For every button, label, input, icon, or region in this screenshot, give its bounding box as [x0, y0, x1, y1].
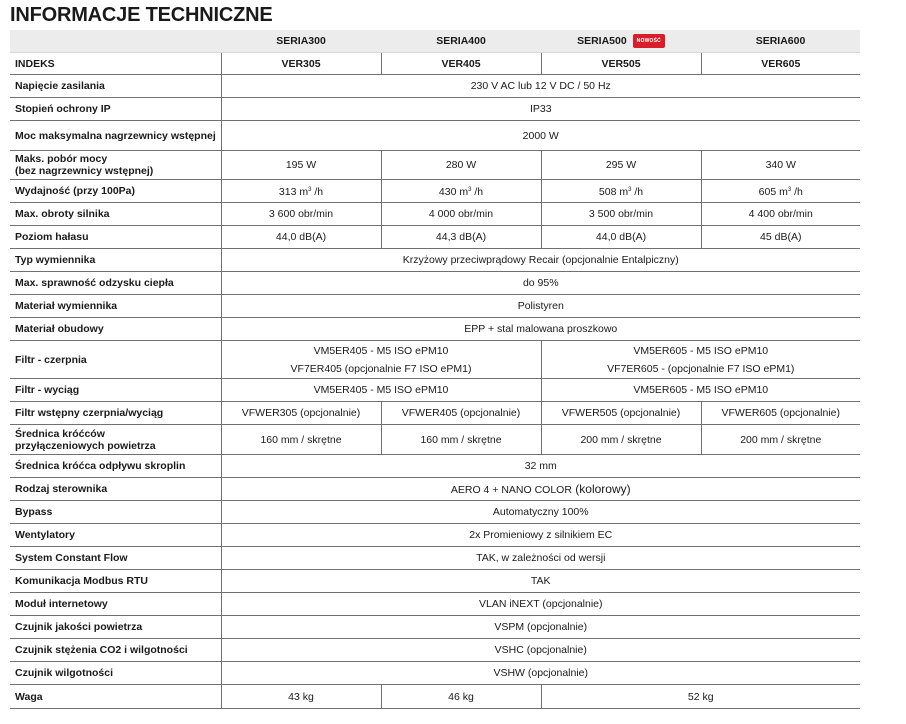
unit-sup: 3 [628, 187, 632, 193]
table-row [10, 425, 860, 455]
row-label: Moc maksymalna nagrzewnicy wstępnej [10, 121, 221, 151]
row-value [221, 180, 381, 203]
row-value: VSPM (opcjonalnie) [221, 616, 860, 639]
new-badge: NOWOŚĆ [633, 34, 665, 48]
row-value: VLAN iNEXT (opcjonalnie) [221, 593, 860, 616]
row-value: IP33 [221, 98, 860, 121]
row-value: 4 400 obr/min [701, 203, 860, 226]
row-value: 230 V AC lub 12 V DC / 50 Hz [221, 75, 860, 98]
row-label: Czujnik wilgotności [10, 662, 221, 685]
series-header-empty [10, 30, 221, 53]
model-ver605: VER605 [701, 53, 860, 75]
row-label: Typ wymiennika [10, 249, 221, 272]
row-value: VFWER405 (opcjonalnie) [381, 402, 541, 425]
row-label: Poziom hałasu [10, 226, 221, 249]
series-500 [541, 30, 701, 53]
table-row [10, 379, 860, 402]
row-label: Średnica króćca odpływu skroplin [10, 455, 221, 478]
row-value: VFWER605 (opcjonalnie) [701, 402, 860, 425]
row-label-line: Maks. pobór mocy [15, 153, 108, 165]
row-value: 280 W [381, 151, 541, 180]
row-value [221, 341, 541, 379]
row-label: Czujnik jakości powietrza [10, 616, 221, 639]
table-row [10, 318, 860, 341]
row-label: System Constant Flow [10, 547, 221, 570]
table-row [10, 501, 860, 524]
row-label: Materiał wymiennika [10, 295, 221, 318]
value-num: 313 m [278, 186, 309, 198]
row-value: 52 kg [541, 685, 860, 709]
series-600: SERIA600 [701, 30, 860, 53]
row-label: Rodzaj sterownika [10, 478, 221, 501]
table-row [10, 402, 860, 425]
row-label: Stopień ochrony IP [10, 98, 221, 121]
value-main: AERO 4 + NANO COLOR [450, 483, 572, 496]
table-row [10, 272, 860, 295]
value-num: 508 m [598, 186, 629, 198]
table-row [10, 341, 860, 379]
series-400: SERIA400 [381, 30, 541, 53]
row-value: Krzyżowy przeciwprądowy Recair (opcjonalnie Entalpiczny) [221, 249, 860, 272]
row-value: 2x Promieniowy z silnikiem EC [221, 524, 860, 547]
series-300: SERIA300 [221, 30, 381, 53]
row-label: Wydajność (przy 100Pa) [10, 180, 221, 203]
series-500-label: SERIA500 [577, 35, 627, 47]
model-ver305: VER305 [221, 53, 381, 75]
row-label: Filtr - wyciąg [10, 379, 221, 402]
table-row [10, 685, 860, 709]
row-label: Wentylatory [10, 524, 221, 547]
unit-sup: 3 [308, 187, 312, 193]
row-value: VFWER305 (opcjonalnie) [221, 402, 381, 425]
row-label-line: Średnica króćców [15, 427, 105, 440]
row-value: Polistyren [221, 295, 860, 318]
unit-suffix: /h [311, 186, 324, 198]
model-ver505: VER505 [541, 53, 701, 75]
table-row [10, 593, 860, 616]
row-value [221, 478, 860, 501]
page-title: INFORMACJE TECHNICZNE [10, 4, 273, 26]
row-label: Moduł internetowy [10, 593, 221, 616]
table-row [10, 570, 860, 593]
row-label: Max. obroty silnika [10, 203, 221, 226]
value-line: VM5ER605 - M5 ISO ePM10 [633, 344, 769, 357]
row-label: Filtr - czerpnia [10, 341, 221, 379]
row-label [10, 151, 221, 180]
unit-sup: 3 [468, 187, 472, 193]
series-header-row [10, 30, 860, 53]
row-value: 295 W [541, 151, 701, 180]
value-num: 605 m [758, 186, 788, 198]
unit-sup: 3 [787, 187, 792, 193]
row-label [10, 425, 221, 455]
spec-table [10, 30, 860, 709]
unit-suffix: /h [631, 186, 644, 198]
row-label-line: (bez nagrzewnicy wstępnej) [15, 165, 154, 177]
value-line: VF7ER605 - (opcjonalnie F7 ISO ePM1) [607, 362, 795, 375]
row-value [541, 341, 860, 379]
row-value [381, 180, 541, 203]
table-row [10, 180, 860, 203]
unit-suffix: /h [791, 186, 803, 198]
row-label: Waga [10, 685, 221, 709]
row-value [701, 180, 860, 203]
row-label: Max. sprawność odzysku ciepła [10, 272, 221, 295]
table-row [10, 478, 860, 501]
row-value: 44,0 dB(A) [221, 226, 381, 249]
table-row [10, 226, 860, 249]
row-value: 195 W [221, 151, 381, 180]
row-value [541, 180, 701, 203]
table-row [10, 455, 860, 478]
row-value: 3 500 obr/min [541, 203, 701, 226]
row-value: 2000 W [221, 121, 860, 151]
row-value: 43 kg [221, 685, 381, 709]
row-value: 4 000 obr/min [381, 203, 541, 226]
value-line: VM5ER405 - M5 ISO ePM10 [313, 344, 449, 357]
row-value: 160 mm / skrętne [221, 425, 381, 455]
table-row [10, 639, 860, 662]
row-value: 200 mm / skrętne [541, 425, 701, 455]
value-num: 430 m [438, 186, 469, 198]
row-value: 32 mm [221, 455, 860, 478]
row-value: VM5ER605 - M5 ISO ePM10 [541, 379, 860, 402]
table-row [10, 75, 860, 98]
row-label-line: przyłączeniowych powietrza [15, 439, 156, 452]
row-value: VSHW (opcjonalnie) [221, 662, 860, 685]
value-extra: (kolorowy) [571, 481, 631, 496]
row-value: TAK [221, 570, 860, 593]
table-row [10, 203, 860, 226]
table-row [10, 547, 860, 570]
row-value: VSHC (opcjonalnie) [221, 639, 860, 662]
table-row [10, 121, 860, 151]
row-value: 200 mm / skrętne [701, 425, 860, 455]
table-row [10, 662, 860, 685]
row-value: 45 dB(A) [701, 226, 860, 249]
row-value: VM5ER405 - M5 ISO ePM10 [221, 379, 541, 402]
row-label: Materiał obudowy [10, 318, 221, 341]
row-value: 3 600 obr/min [221, 203, 381, 226]
table-row [10, 249, 860, 272]
table-row [10, 98, 860, 121]
index-label: INDEKS [10, 53, 221, 75]
row-value: Automatyczny 100% [221, 501, 860, 524]
row-value: 44,0 dB(A) [541, 226, 701, 249]
table-row [10, 295, 860, 318]
table-row [10, 616, 860, 639]
table-row [10, 524, 860, 547]
row-value: 44,3 dB(A) [381, 226, 541, 249]
row-value: 160 mm / skrętne [381, 425, 541, 455]
row-label: Bypass [10, 501, 221, 524]
index-row [10, 53, 860, 75]
row-label: Czujnik stężenia CO2 i wilgotności [10, 639, 221, 662]
row-label: Filtr wstępny czerpnia/wyciąg [10, 402, 221, 425]
model-ver405: VER405 [381, 53, 541, 75]
unit-suffix: /h [471, 186, 484, 198]
row-value: 46 kg [381, 685, 541, 709]
row-value: TAK, w zależności od wersji [221, 547, 860, 570]
row-value: VFWER505 (opcjonalnie) [541, 402, 701, 425]
row-label: Komunikacja Modbus RTU [10, 570, 221, 593]
table-row [10, 151, 860, 180]
row-value: 340 W [701, 151, 860, 180]
row-label: Napięcie zasilania [10, 75, 221, 98]
row-value: EPP + stal malowana proszkowo [221, 318, 860, 341]
row-value: do 95% [221, 272, 860, 295]
value-line: VF7ER405 (opcjonalnie F7 ISO ePM1) [290, 362, 472, 375]
